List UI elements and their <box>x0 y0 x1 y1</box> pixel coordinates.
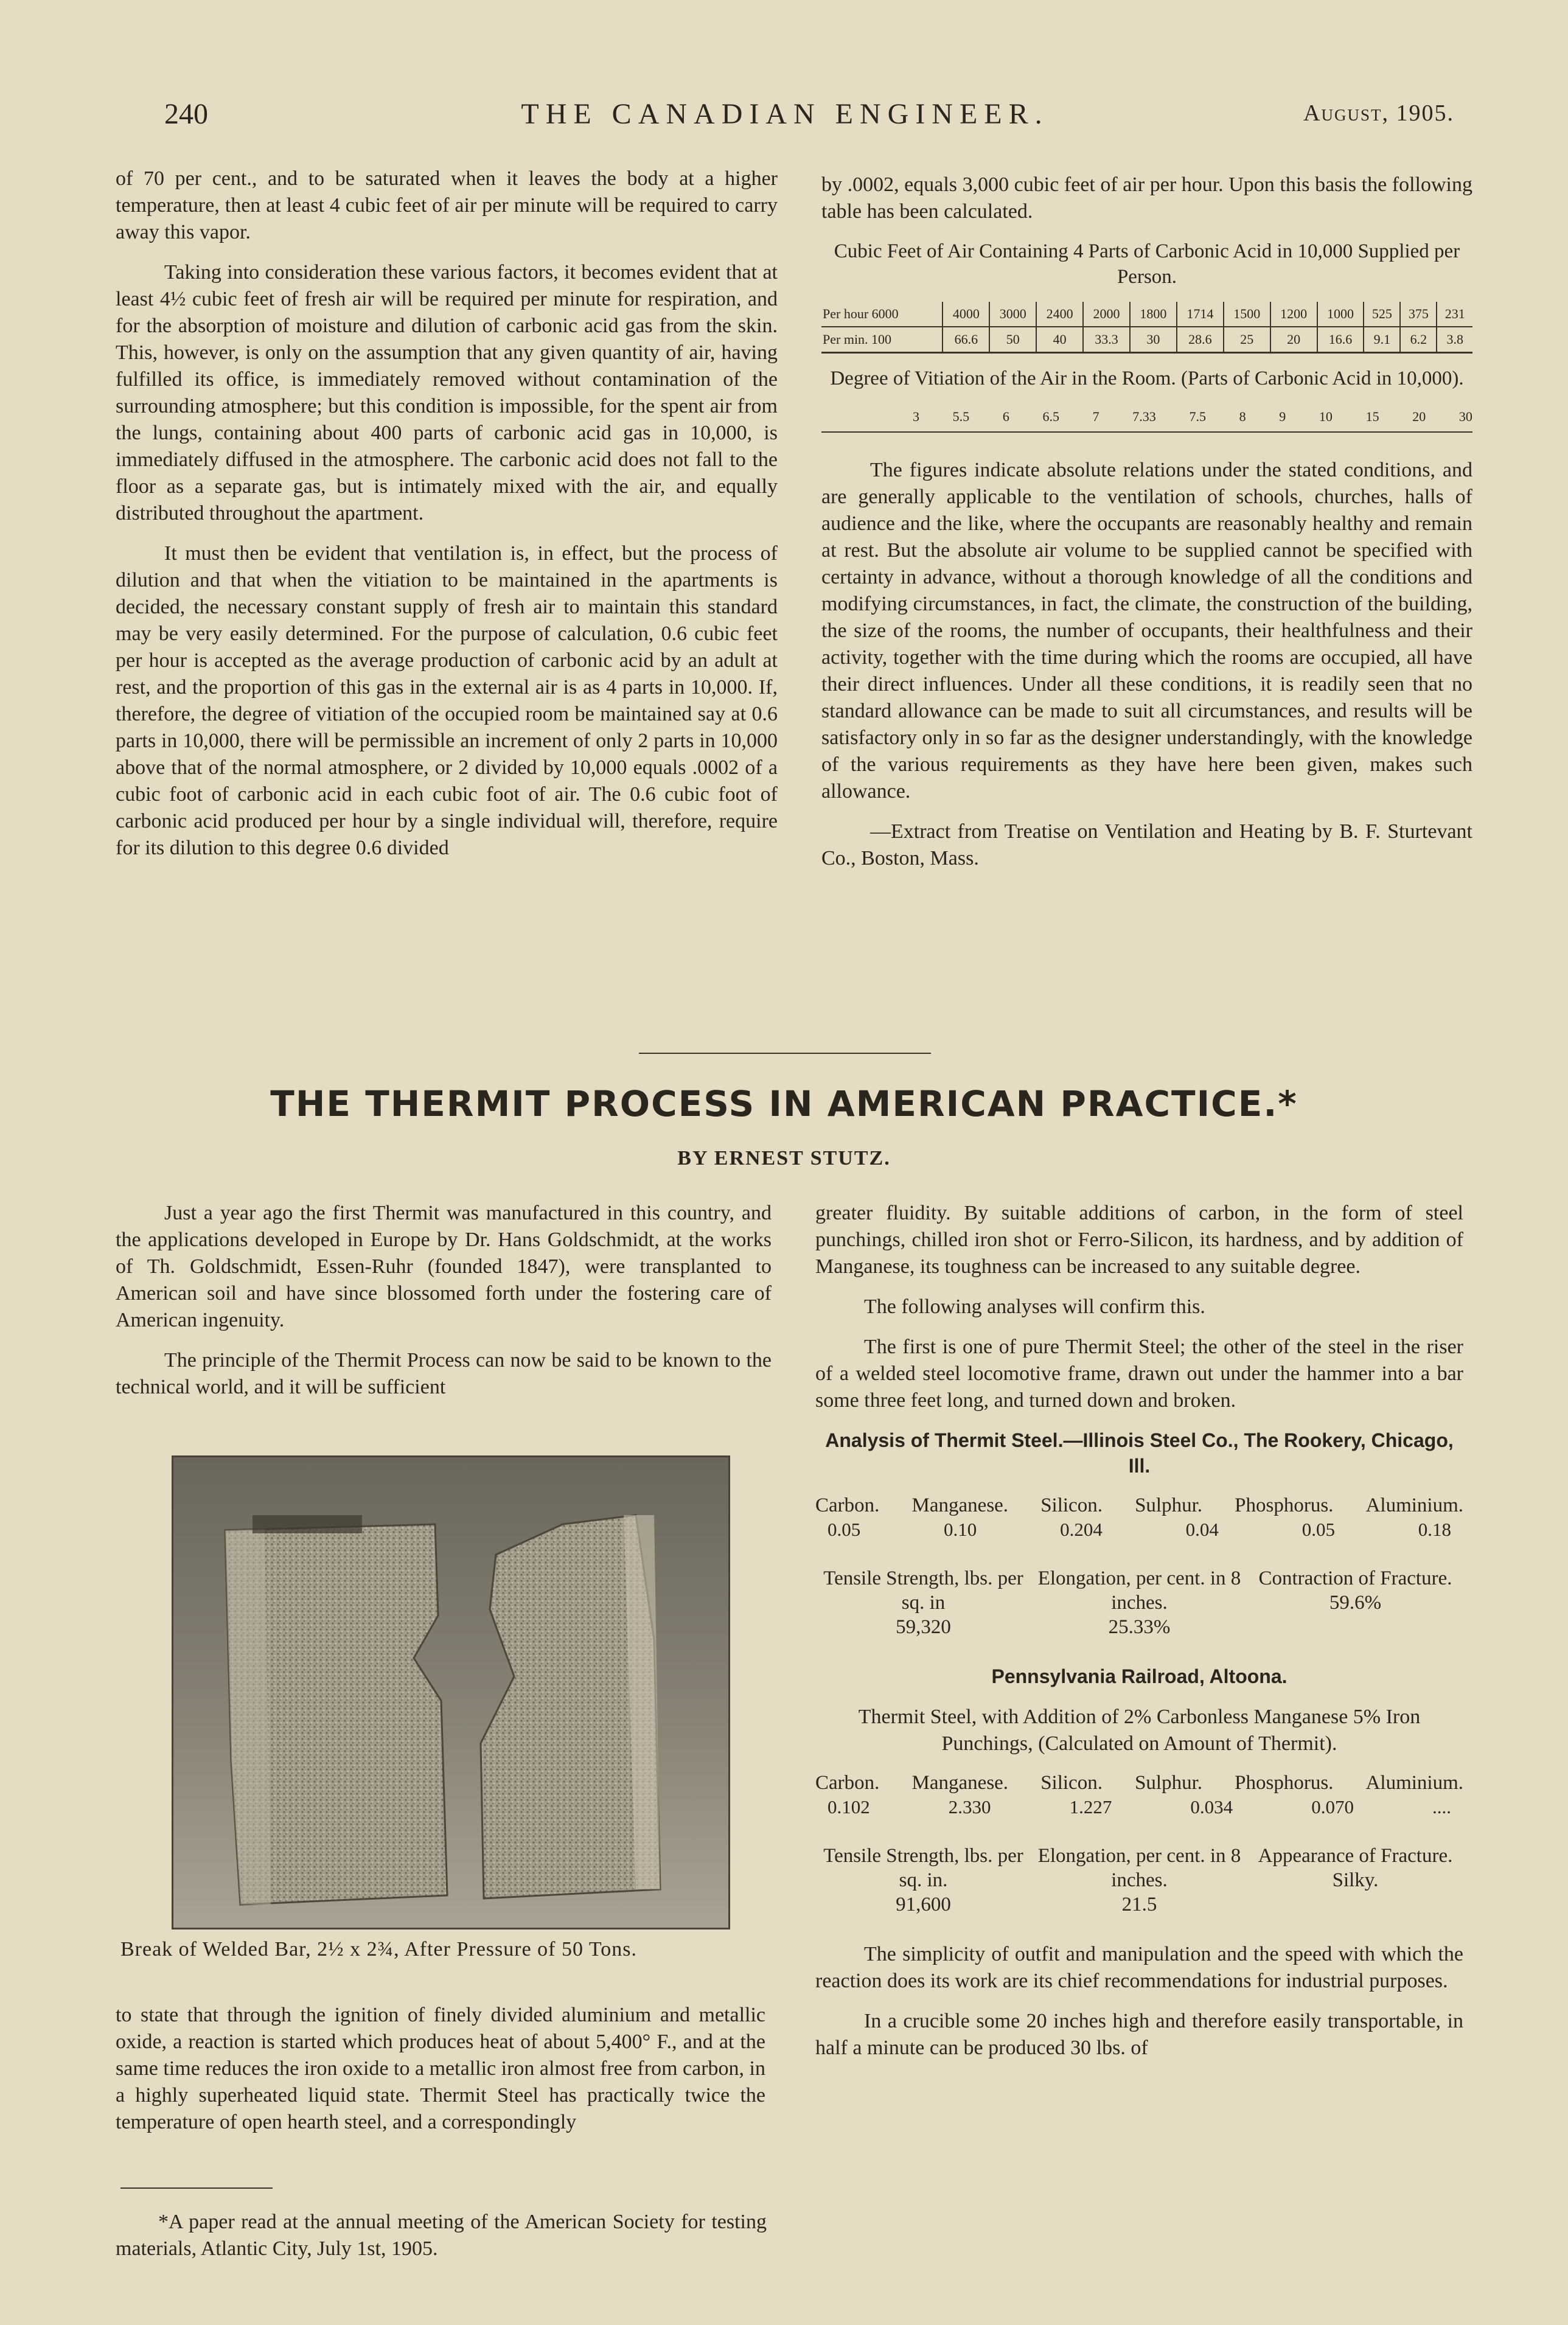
welded-bar-photo <box>172 1455 730 1929</box>
journal-title: THE CANADIAN ENGINEER. <box>521 98 1049 130</box>
paragraph: Just a year ago the first Thermit was manufactured in this country, and the applications developed in Europe by Dr. Hans Goldschmidt, at the works of Th. Goldschmidt, Essen-Ruhr (founded 1847), were transplanted to American soil and have since blossomed forth under the fostering care of American ingenuity. <box>116 1202 772 1331</box>
element-value-row <box>815 1795 1463 1819</box>
property <box>815 1844 1031 1917</box>
credit-line: —Extract from Treatise on Ventilation and Heating by B. F. Sturtevant Co., Boston, Mass. <box>821 820 1472 870</box>
property-row <box>815 1844 1463 1917</box>
footnote: *A paper read at the annual meeting of the American Society for testing materials, Atlantic City, July 1st, 1905. <box>116 2211 767 2260</box>
paragraph: The principle of the Thermit Process can now be said to be known to the technical world, and it will be sufficient <box>116 1349 772 1398</box>
property <box>815 1566 1031 1639</box>
element-label: Manganese. <box>911 1494 1009 1516</box>
vitiation-title: Degree of Vitiation of the Air in the Room. (Parts of Carbonic Acid in 10,000). <box>830 368 1464 389</box>
paragraph: greater fluidity. By suitable additions of carbon, in the form of steel punchings, chilled iron shot or Ferro-Silicon, its hardness, and by addition of Manganese, its toughness can be increased to any suitable degree. <box>815 1202 1463 1278</box>
table-cell: 525 <box>1364 302 1400 327</box>
section-divider <box>639 1053 931 1054</box>
table-cell: 33.3 <box>1083 327 1130 353</box>
property-value: 25.33% <box>1108 1616 1171 1638</box>
property <box>1031 1566 1247 1639</box>
paragraph: to state that through the ignition of finely divided aluminium and metallic oxide, a reaction is started which produces heat of about 5,400° F., and at the same time reduces the iron oxide to a metallic iron almost free from carbon, in a highly superheated liquid state. Thermit Steel has practically twice the temperature of open hearth steel, and a correspondingly <box>116 2004 765 2133</box>
vitiation-value: 8 <box>1239 409 1246 424</box>
element-label: Phosphorus. <box>1235 1772 1334 1794</box>
property-row <box>815 1566 1463 1639</box>
table-cell: 1000 <box>1317 302 1364 327</box>
paragraph: It must then be evident that ventilation is, in effect, but the process of dilution and that when the vitiation to be maintained in the apartments is decided, the necessary constant supply of fresh air to maintain this standard may be very easily determined. For the purpose of calculation, 0.6 cubic feet per hour is accepted as the average production of carbonic acid by an adult at rest, and the proportion of this gas in the external air is as 4 parts in 10,000. If, therefore, the degree of vitiation of the occupied room be maintained say at 0.6 parts in 10,000, there will be permissible an increment of only 2 parts in 10,000 above that of the normal atmosphere, or 2 divided by 10,000 equals .0002 of a cubic foot of carbonic acid in each cubic foot of air. The 0.6 cubic foot of carbonic acid produced per hour by a single individual will, therefore, require for its dilution to this degree 0.6 divided <box>116 542 778 859</box>
table-cell: 2400 <box>1036 302 1083 327</box>
paragraph: The following analyses will confirm this. <box>864 1295 1205 1318</box>
vitiation-value: 6.5 <box>1042 409 1059 424</box>
table-cell: 66.6 <box>943 327 989 353</box>
property-label: Tensile Strength, lbs. per sq. in <box>823 1567 1023 1614</box>
table-cell: 1800 <box>1130 302 1177 327</box>
article-byline: BY ERNEST STUTZ. <box>677 1147 891 1169</box>
analysis-subheading: Thermit Steel, with Addition of 2% Carbonless Manganese 5% Iron Punchings, (Calculated on Amount of Thermit). <box>858 1706 1421 1755</box>
paragraph: The first is one of pure Thermit Steel; the other of the steel in the riser of a welded steel locomotive frame, drawn out under the hammer into a bar some three feet long, and turned down and broken. <box>815 1336 1463 1412</box>
element-value: 2.330 <box>948 1796 991 1818</box>
element-label: Silicon. <box>1040 1772 1103 1794</box>
property-value: Silky. <box>1332 1869 1379 1891</box>
element-header-row <box>815 1493 1463 1518</box>
table-cell: 2000 <box>1083 302 1130 327</box>
page-number: 240 <box>164 98 208 130</box>
element-value: 1.227 <box>1069 1796 1112 1818</box>
table-cell: 3.8 <box>1437 327 1472 353</box>
page-header <box>116 97 1454 140</box>
property <box>1247 1566 1463 1639</box>
property-label: Elongation, per cent. in 8 inches. <box>1037 1845 1241 1891</box>
element-value: 0.05 <box>1301 1519 1335 1540</box>
property-value: 59,320 <box>896 1616 951 1638</box>
table-cell: 375 <box>1400 302 1437 327</box>
table-cell: 25 <box>1224 327 1270 353</box>
property <box>1031 1844 1247 1917</box>
element-value: 0.034 <box>1190 1796 1233 1818</box>
paragraph: The simplicity of outfit and manipulation and the speed with which the reaction does its work are its chief recommendations for industrial purposes. <box>815 1943 1463 1992</box>
vitiation-value: 3 <box>913 409 919 424</box>
table-cell: 20 <box>1270 327 1317 353</box>
paragraph: The figures indicate absolute relations under the stated conditions, and are generally applicable to the ventilation of schools, churches, halls of audience and the like, where the occupants are reasonably healthy and remain at rest. But the absolute air volume to be supplied cannot be specified with certainty in advance, without a thorough knowledge of all the conditions and modifying circumstances, in fact, the climate, the construction of the building, the size of the rooms, the number of occupants, their healthfulness and their activity, together with the time during which the rooms are occupied, all have their direct influences. Under all these conditions, it is readily seen that no standard allowance can be made to suit all circumstances, and results will be satisfactory only in so far as the designer understandingly, with the knowledge of the various requirements as they have here been given, makes such allowance. <box>821 459 1472 803</box>
paragraph: In a crucible some 20 inches high and therefore easily transportable, in half a minute can be produced 30 lbs. of <box>815 2010 1463 2059</box>
vitiation-value: 20 <box>1412 409 1426 424</box>
element-label: Aluminium. <box>1365 1772 1463 1794</box>
property-label: Contraction of Fracture. <box>1258 1567 1452 1589</box>
element-label: Manganese. <box>911 1772 1009 1794</box>
element-value: 0.102 <box>828 1796 870 1818</box>
table-cell: 1500 <box>1224 302 1270 327</box>
property-label: Tensile Strength, lbs. per sq. in. <box>823 1845 1023 1891</box>
element-label: Carbon. <box>815 1772 880 1794</box>
element-label: Sulphur. <box>1135 1772 1203 1794</box>
left-column-continued <box>116 2002 765 2149</box>
vitiation-value: 10 <box>1319 409 1333 424</box>
property <box>1247 1844 1463 1917</box>
article-title: THE THERMIT PROCESS IN AMERICAN PRACTICE.* <box>270 1083 1298 1124</box>
paragraph: by .0002, equals 3,000 cubic feet of air per hour. Upon this basis the following table has been calculated. <box>821 173 1472 223</box>
issue-date: August, 1905. <box>1303 100 1454 126</box>
table-title: Cubic Feet of Air Containing 4 Parts of Carbonic Acid in 10,000 Supplied per Person. <box>834 240 1460 288</box>
property-value: 21.5 <box>1121 1894 1157 1915</box>
element-value: 0.204 <box>1060 1519 1103 1540</box>
paragraph: Taking into consideration these various factors, it becomes evident that at least 4½ cubic feet of fresh air will be required per minute for respiration, and for the absorption of moisture and dilution of carbonic acid gas from the skin. This, however, is only on the assumption that any given quantity of air, having fulfilled its office, is immediately removed without contamination of the surrounding atmosphere; but this condition is impossible, for the spent air from the lungs, containing about 400 parts of carbonic acid gas in 10,000, is immediately diffused in the atmosphere. The carbonic acid does not fall to the floor as a separate gas, but is intimately mixed with the air, and equally distributed throughout the apartment. <box>116 261 778 525</box>
element-label: Sulphur. <box>1135 1494 1203 1516</box>
property-value: 91,600 <box>896 1894 951 1915</box>
element-value-row <box>815 1518 1463 1542</box>
table-cell: 231 <box>1437 302 1472 327</box>
table-row-per-min <box>821 327 1472 353</box>
element-header-row <box>815 1771 1463 1795</box>
right-column-bottom <box>815 1200 1463 2075</box>
left-column-top <box>116 166 778 875</box>
property-label: Appearance of Fracture. <box>1258 1845 1453 1867</box>
element-label: Aluminium. <box>1365 1494 1463 1516</box>
vitiation-value: 30 <box>1458 409 1472 424</box>
paragraph: of 70 per cent., and to be saturated when it leaves the body at a higher temperature, then at least 4 cubic feet of air per minute will be required to carry away this vapor. <box>116 167 778 243</box>
element-value: 0.04 <box>1185 1519 1219 1540</box>
table-cell: 50 <box>989 327 1036 353</box>
table-cell: 1200 <box>1270 302 1317 327</box>
right-column-top <box>821 172 1472 885</box>
table-cell: 4000 <box>943 302 989 327</box>
welded-bar-image <box>173 1457 728 1928</box>
table-cell: 6.2 <box>1400 327 1437 353</box>
vitiation-value: 6 <box>1002 409 1009 424</box>
element-label: Silicon. <box>1040 1494 1103 1516</box>
element-value: 0.070 <box>1311 1796 1354 1818</box>
element-label: Phosphorus. <box>1235 1494 1334 1516</box>
property-label: Elongation, per cent. in 8 inches. <box>1037 1567 1241 1614</box>
table-cell: 3000 <box>989 302 1036 327</box>
element-value: 0.10 <box>944 1519 977 1540</box>
analysis-heading: Pennsylvania Railroad, Altoona. <box>991 1665 1288 1687</box>
analysis-heading: Analysis of Thermit Steel.—Illinois Steel Co., The Rookery, Chicago, Ill. <box>825 1429 1454 1477</box>
table-cell: 16.6 <box>1317 327 1364 353</box>
table-cell: 9.1 <box>1364 327 1400 353</box>
element-label: Carbon. <box>815 1494 880 1516</box>
vitiation-value: 7.33 <box>1132 409 1156 424</box>
table-cell: 30 <box>1130 327 1177 353</box>
footnote-divider <box>120 2187 273 2189</box>
table-cell: Per hour 6000 <box>821 302 943 327</box>
element-value: 0.05 <box>828 1519 861 1540</box>
vitiation-row <box>821 403 1472 433</box>
element-value: .... <box>1432 1796 1451 1818</box>
table-cell: Per min. 100 <box>821 327 943 353</box>
table-cell: 28.6 <box>1177 327 1224 353</box>
vitiation-value: 9 <box>1279 409 1286 424</box>
vitiation-value: 7 <box>1092 409 1099 424</box>
table-row-per-hour <box>821 302 1472 327</box>
table-cell: 1714 <box>1177 302 1224 327</box>
air-table <box>821 302 1472 354</box>
element-value: 0.18 <box>1418 1519 1451 1540</box>
table-cell: 40 <box>1036 327 1083 353</box>
vitiation-value: 15 <box>1365 409 1379 424</box>
vitiation-value: 5.5 <box>952 409 970 424</box>
vitiation-value: 7.5 <box>1189 409 1206 424</box>
photo-caption: Break of Welded Bar, 2½ x 2¾, After Pressure of 50 Tons. <box>120 1938 638 1961</box>
left-column-bottom <box>116 1200 772 1414</box>
property-value: 59.6% <box>1329 1592 1382 1614</box>
